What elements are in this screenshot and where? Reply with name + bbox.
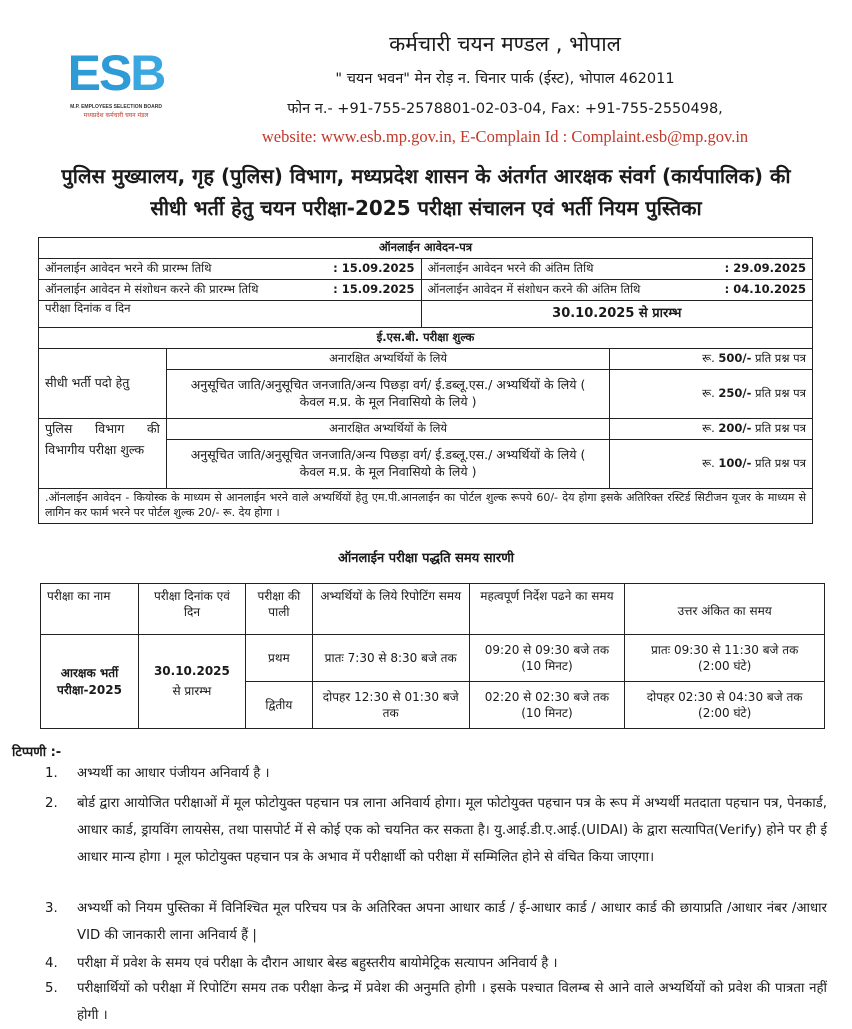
direct-reserved-label: अनुसूचित जाति/अनुसूचित जनजाति/अन्य पिछड़ा वर्ग/ ई.डब्लू.एस./ अभ्यर्थियों के लिये ( केवल म.प्र. के मूल निवासियो के लिये ) [166, 370, 609, 419]
shift-answer: प्रातः 09:30 से 11:30 बजे तक (2:00 घंटे) [625, 635, 825, 682]
timetable-row [41, 635, 825, 682]
timetable-header-row [41, 584, 825, 635]
organization-phone: फोन न.- +91-755-2578801-02-03-04, Fax: +91-755-2550498, [287, 101, 723, 117]
logo-letters: E S B [67, 45, 165, 101]
portal-fee-note: .ऑनलाईन आवेदन - कियोस्क के माध्यम से आनलाईन भरने वाले अभ्यर्थियों हेतु एम.पी.आनलाईन का पोर्टल शुल्क रूपये 60/- देय होगा इसके अतिरिक्त रस्टिर्ड सिटीजन यूजर के माध्यम से लागिन कर फार्म भरने पर पोर्टल शुल्क 20/- रू. देय होगा । [39, 489, 813, 524]
notes-heading: टिप्पणी :- [12, 745, 62, 760]
dept-unreserved-label: अनारक्षित अभ्यर्थियों के लिये [166, 419, 609, 440]
note-item: 3. अभ्यर्थी को नियम पुस्तिका में विनिश्चित मूल परिचय पत्र के अतिरिक्त अपना आधार कार्ड / ई-आधार कार्ड / आधार कार्ड की छायाप्रति /आधार नंबर /आधार VID की जानकारी लाना अनिवार्य हैं | [45, 901, 827, 943]
logo-subtitle-english: M.P. EMPLOYEES SELECTION BOARD [70, 104, 162, 110]
application-last-row: ऑनलाईन आवेदन भरने की अंतिम तिथि : 29.09.2025 [421, 259, 812, 280]
organization-address: " चयन भवन" मेन रोड़ न. चिनार पार्क (ईस्ट), भोपाल 462011 [335, 71, 675, 87]
website-line: website: www.esb.mp.gov.in, E-Complain Id : Complaint.esb@mp.gov.in [261, 127, 749, 146]
complaint-email-link[interactable]: Complaint.esb@mp.gov.in [571, 127, 749, 146]
header-exam-name: परीक्षा का नाम [41, 584, 139, 635]
header-exam-date: परीक्षा दिनांक एवं दिन [138, 584, 245, 635]
shift-name: द्वितीय [245, 682, 312, 729]
esb-logo [58, 44, 174, 120]
application-heading: ऑनलाईन आवेदन-पत्र [39, 238, 813, 259]
application-fee-table [38, 237, 813, 524]
shift-reporting: दोपहर 12:30 से 01:30 बजे तक [312, 682, 469, 729]
exam-date-cell: 30.10.2025 से प्रारम्भ [138, 635, 245, 729]
document-title-line-2: सीधी भर्ती हेतु चयन परीक्षा-2025 परीक्षा संचालन एवं भर्ती नियम पुस्तिका [150, 196, 702, 220]
exam-timetable [40, 583, 825, 729]
shift-answer: दोपहर 02:30 से 04:30 बजे तक (2:00 घंटे) [625, 682, 825, 729]
note-item: 1. अभ्यर्थी का आधार पंजीयन अनिवार्य है । [45, 766, 270, 781]
shift-instructions: 02:20 से 02:30 बजे तक (10 मिनट) [469, 682, 625, 729]
departmental-exam-label: पुलिस विभाग की विभागीय परीक्षा शुल्क [39, 419, 167, 489]
shift-instructions: 09:20 से 09:30 बजे तक (10 मिनट) [469, 635, 625, 682]
correction-start-row: ऑनलाईन आवेदन मे संशोधन करने की प्रारम्भ तिथि : 15.09.2025 [39, 280, 422, 301]
direct-unreserved-label: अनारक्षित अभ्यर्थियों के लिये [166, 349, 609, 370]
header-instruction-time: महत्वपूर्ण निर्देश पढने का समय [469, 584, 625, 635]
note-item: 2. बोर्ड द्वारा आयोजित परीक्षाओं में मूल फोटोयुक्त पहचान पत्र लाना अनिवार्य होगा। मूल फोटोयुक्त पहचान पत्र के रूप में अभ्यर्थी मतदाता पहचान पत्र, पेनकार्ड, आधार कार्ड, ड्रायविंग लायसेस, तथा पासपोर्ट में से कोई एक को चयनित कर सकता है। यु.आई.डी.ए.आई.(UIDAI) के द्वारा सत्यापित(Verify) होने पर ही ई आधार मान्य होगा । मूल फोटोयुक्त पहचान पत्र के अभाव में परीक्षार्थी को परीक्षा में सम्मिलित होने से वंचित किया जाएगा। [45, 796, 827, 865]
header-answer-time: उत्तर अंकित का समय [625, 584, 825, 635]
dept-reserved-fee: रू. 100/- प्रति प्रश्न पत्र [610, 440, 813, 489]
dept-reserved-label: अनुसूचित जाति/अनुसूचित जनजाति/अन्य पिछड़ा वर्ग/ ई.डब्लू.एस./ अभ्यर्थियों के लिये ( केवल म.प्र. के मूल निवासियो के लिये ) [166, 440, 609, 489]
application-start-row: ऑनलाईन आवेदन भरने की प्रारम्भ तिथि : 15.09.2025 [39, 259, 422, 280]
shift-reporting: प्रातः 7:30 से 8:30 बजे तक [312, 635, 469, 682]
logo-subtitle-hindi: मध्यप्रदेश कर्मचारी चयन मंडल [83, 112, 149, 119]
header-shift: परीक्षा की पाली [245, 584, 312, 635]
timetable-caption: ऑनलाईन परीक्षा पद्धति समय सारणी [337, 551, 515, 566]
correction-last-row: ऑनलाईन आवेदन में संशोधन करने की अंतिम तिथि : 04.10.2025 [421, 280, 812, 301]
organization-name: कर्मचारी चयन मण्डल , भोपाल [389, 32, 621, 56]
fee-heading: ई.एस.बी. परीक्षा शुल्क [39, 328, 813, 349]
exam-name: आरक्षक भर्ती परीक्षा-2025 [41, 635, 139, 729]
document-title-line-1: पुलिस मुख्यालय, गृह (पुलिस) विभाग, मध्यप्रदेश शासन के अंतर्गत आरक्षक संवर्ग (कार्यपालिक) की [61, 164, 791, 188]
exam-date-value: 30.10.2025 से प्रारम्भ [421, 301, 812, 328]
exam-date-label: परीक्षा दिनांक व दिन [39, 301, 422, 328]
header-reporting-time: अभ्यर्थियों के लिये रिपोटिंग समय [312, 584, 469, 635]
note-item: 4. परीक्षा में प्रवेश के समय एवं परीक्षा के दौरान आधार बेस्ड बहुस्तरीय बायोमेट्रिक सत्यापन अनिवार्य है । [45, 956, 558, 971]
direct-reserved-fee: रू. 250/- प्रति प्रश्न पत्र [610, 370, 813, 419]
direct-recruitment-label: सीधी भर्ती पदो हेतु [39, 349, 167, 419]
direct-unreserved-fee: रू. 500/- प्रति प्रश्न पत्र [610, 349, 813, 370]
dept-unreserved-fee: रू. 200/- प्रति प्रश्न पत्र [610, 419, 813, 440]
website-link[interactable]: www.esb.mp.gov.in [320, 127, 452, 146]
shift-name: प्रथम [245, 635, 312, 682]
note-item: 5. परीक्षार्थियों को परीक्षा में रिपोटिंग समय तक परीक्षा केन्द्र में प्रवेश की अनुमति होगी । इसके पश्चात विलम्ब से आने वाले अभ्यर्थियों को प्रवेश की पात्रता नहीं होगी । [45, 981, 827, 1023]
